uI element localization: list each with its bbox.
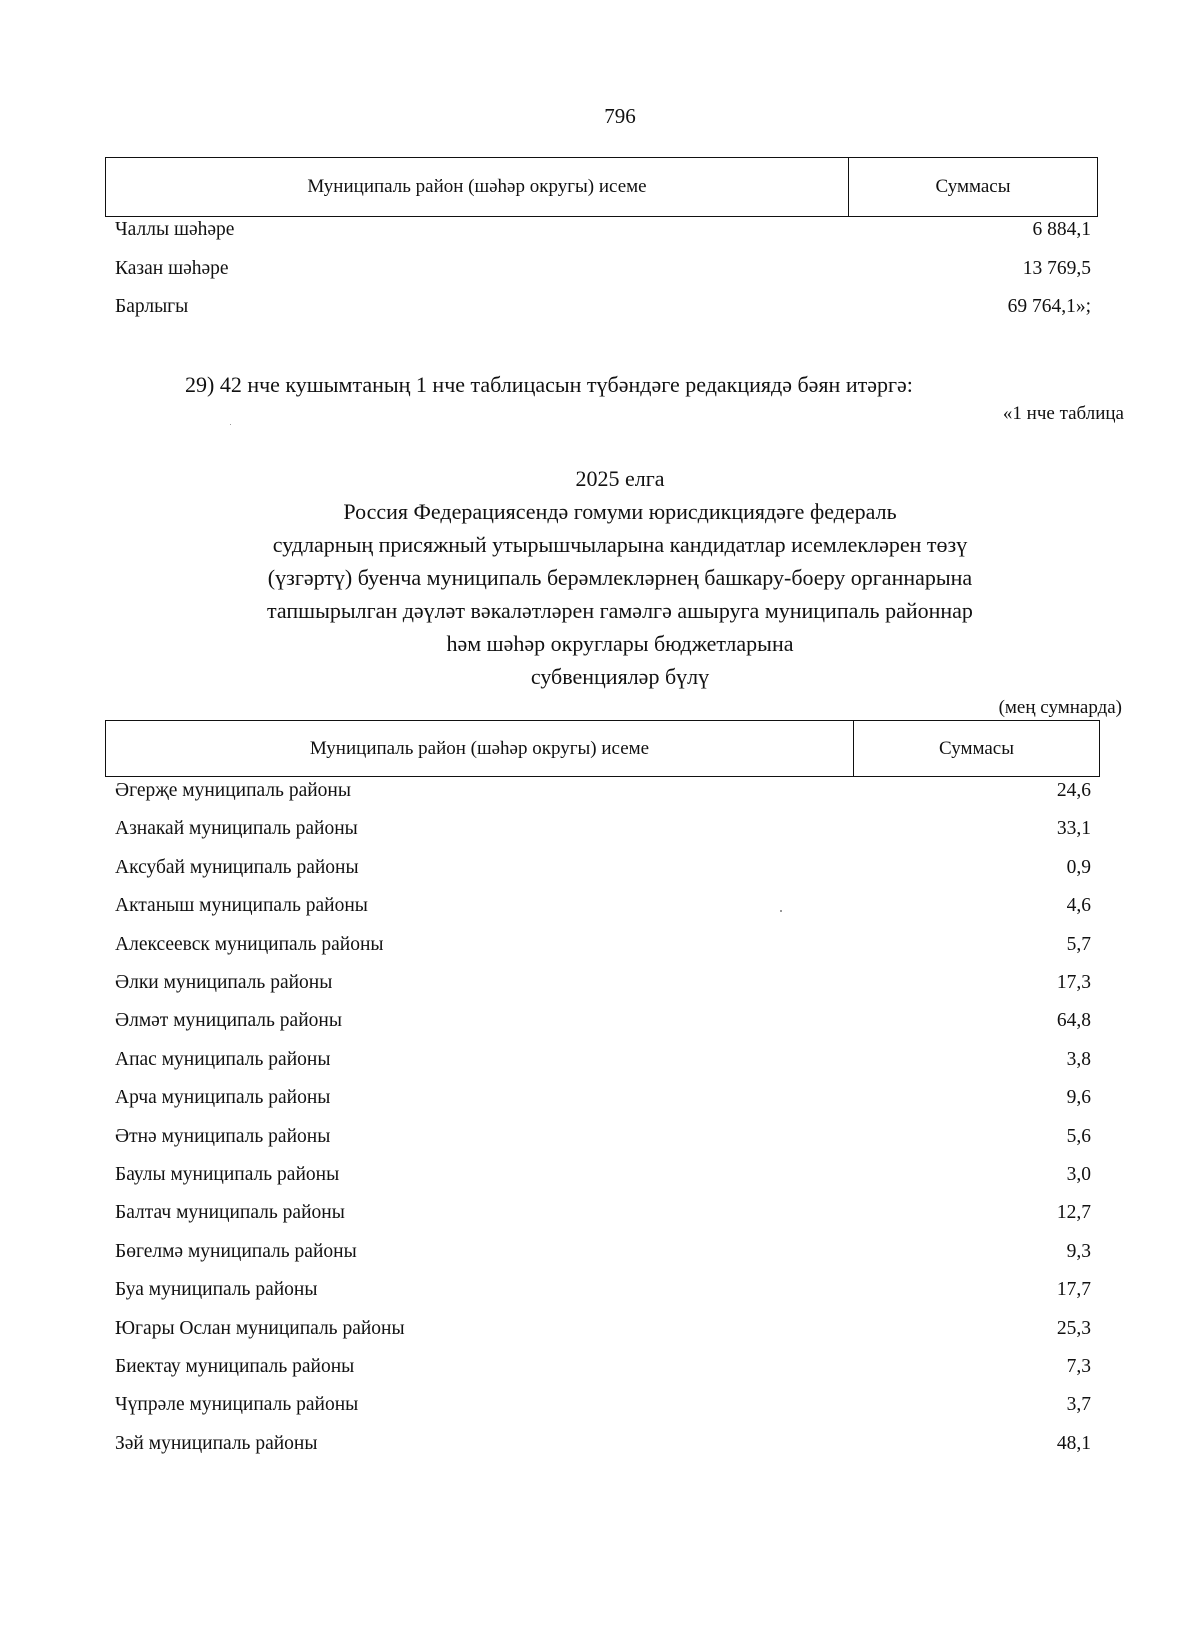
table-row xyxy=(115,857,1091,883)
title-line: 2025 елга xyxy=(575,466,665,491)
row-value: 0,9 xyxy=(1066,856,1091,878)
table-row xyxy=(115,1394,1091,1420)
row-value: 69 764,1»; xyxy=(1007,296,1091,317)
row-value: 64,8 xyxy=(1056,1010,1091,1032)
scan-speck xyxy=(780,910,782,912)
table-row xyxy=(115,1433,1091,1459)
row-name: Әлки муниципаль районы xyxy=(115,972,333,993)
row-value: 33,1 xyxy=(1056,818,1091,840)
table-row xyxy=(115,1049,1091,1075)
row-value: 5,7 xyxy=(1066,933,1091,955)
title-line: һәм шәһәр округлары бюджетларына xyxy=(446,631,794,656)
row-name: Балтач муниципаль районы xyxy=(115,1202,345,1224)
table-row xyxy=(115,1164,1091,1190)
row-name: Зәй муниципаль районы xyxy=(115,1432,318,1454)
row-name: Барлыгы xyxy=(115,296,189,317)
table-row xyxy=(115,296,1091,322)
row-name: Буа муниципаль районы xyxy=(115,1279,318,1301)
unit-label: (мең сумнарда) xyxy=(998,697,1122,718)
row-name: Чүпрәле муниципаль районы xyxy=(115,1394,359,1416)
page-number: 796 xyxy=(604,104,636,128)
table2-header xyxy=(105,720,1100,777)
table-row xyxy=(115,895,1091,921)
row-name: Биектау муниципаль районы xyxy=(115,1356,355,1377)
row-value: 3,0 xyxy=(1066,1164,1091,1185)
row-name: Азнакай муниципаль районы xyxy=(115,818,358,840)
row-value: 25,3 xyxy=(1056,1317,1091,1339)
row-name: Актаныш муниципаль районы xyxy=(115,895,368,917)
table-row xyxy=(115,1126,1091,1152)
row-value: 17,3 xyxy=(1056,972,1091,993)
table2-body xyxy=(115,780,1091,1480)
table1-header-sum: Суммасы xyxy=(935,176,1011,197)
table-row xyxy=(115,972,1091,998)
row-value: 7,3 xyxy=(1066,1356,1091,1377)
row-value: 6 884,1 xyxy=(1032,219,1091,240)
row-value: 5,6 xyxy=(1066,1125,1091,1147)
row-name: Аксубай муниципаль районы xyxy=(115,856,359,878)
title-line: Россия Федерациясендә гомуми юрисдикциядәге федераль xyxy=(343,499,897,524)
table-row xyxy=(115,1279,1091,1305)
title-line: субвенцияләр бүлү xyxy=(530,664,710,689)
row-name: Казан шәһәре xyxy=(115,257,229,279)
title-line: (үзгәртү) буенча муниципаль берәмлекләрнең башкару-боеру органнарына xyxy=(267,565,973,590)
table-row xyxy=(115,1241,1091,1267)
table-row xyxy=(115,934,1091,960)
row-value: 17,7 xyxy=(1056,1279,1091,1301)
row-value: 24,6 xyxy=(1056,780,1091,801)
table-row xyxy=(115,780,1091,806)
row-value: 9,6 xyxy=(1066,1087,1091,1109)
table2-header-name: Муниципаль район (шәһәр округы) исеме xyxy=(106,721,854,776)
table-row xyxy=(115,1318,1091,1344)
row-value: 9,3 xyxy=(1066,1240,1091,1262)
row-value: 3,7 xyxy=(1066,1394,1091,1416)
table-row xyxy=(115,219,1091,245)
title-line: судларның присяжный утырышчыларына кандидатлар исемлекләрен төзү xyxy=(272,532,968,557)
table2-header-sum: Суммасы xyxy=(939,737,1014,759)
table1-header xyxy=(105,157,1098,217)
row-name: Апас муниципаль районы xyxy=(115,1048,331,1070)
row-name: Әлмәт муниципаль районы xyxy=(115,1010,342,1032)
row-name: Алексеевск муниципаль районы xyxy=(115,933,384,955)
amendment-paragraph: 29) 42 нче кушымтаның 1 нче таблицасын түбәндәге редакциядә бәян итәргә: xyxy=(185,372,913,397)
row-name: Баулы муниципаль районы xyxy=(115,1164,340,1185)
row-name: Чаллы шәһәре xyxy=(115,219,235,240)
row-value: 3,8 xyxy=(1066,1048,1091,1070)
table1-body xyxy=(115,219,1091,319)
table-reference: «1 нче таблица xyxy=(1002,403,1124,424)
row-name: Югары Ослан муниципаль районы xyxy=(115,1317,405,1339)
table-row xyxy=(115,818,1091,844)
scan-speck xyxy=(230,424,231,425)
row-name: Арча муниципаль районы xyxy=(115,1087,331,1109)
row-value: 4,6 xyxy=(1066,895,1091,917)
row-value: 12,7 xyxy=(1056,1202,1091,1224)
title-line: тапшырылган дәүләт вәкаләтләрен гамәлгә ашыруга муниципаль районнар xyxy=(267,598,973,623)
table-row xyxy=(115,1202,1091,1228)
row-name: Әгерҗе муниципаль районы xyxy=(115,780,351,801)
row-name: Әтнә муниципаль районы xyxy=(115,1125,331,1147)
row-value: 13 769,5 xyxy=(1022,257,1091,279)
table-row xyxy=(115,1087,1091,1113)
row-name: Бөгелмә муниципаль районы xyxy=(115,1240,357,1262)
row-value: 48,1 xyxy=(1056,1432,1091,1454)
table1-header-name: Муниципаль район (шәһәр округы) исеме xyxy=(106,158,849,216)
table-row xyxy=(115,258,1091,284)
table-title xyxy=(0,462,1200,693)
table-row xyxy=(115,1356,1091,1382)
table-row xyxy=(115,1010,1091,1036)
